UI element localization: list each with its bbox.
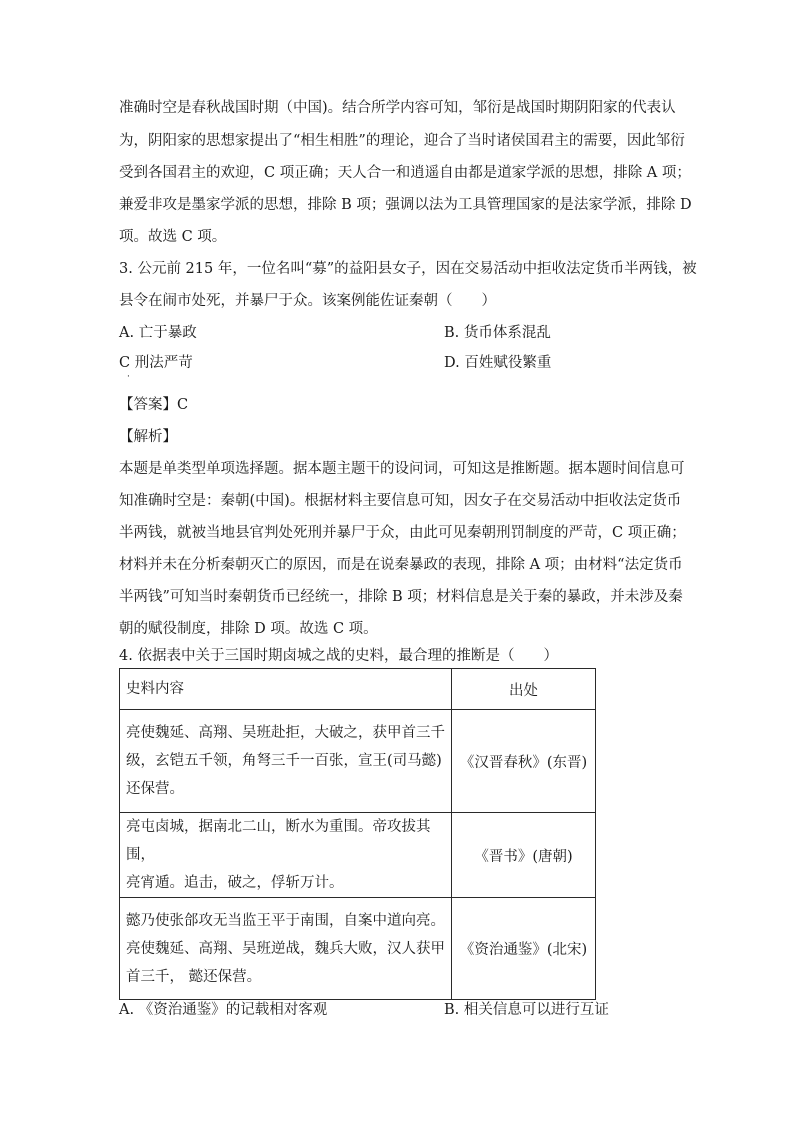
content-line: 亮屯卤城，据南北二山，断水为重围。帝攻拔其围，	[126, 819, 431, 863]
q3-analysis-line: 半两钱，就被当地县官判处死刑并暴尸于众，由此可见秦朝刑罚制度的严苛，C 项正确；	[119, 525, 686, 541]
q3-option-c: C 刑法严苛	[119, 355, 193, 371]
q3-analysis-line: 半两钱”可知当时秦朝货币已经统一，排除 B 项；材料信息是关于秦的暴政，并未涉及秦	[119, 589, 683, 605]
historical-sources-table	[119, 668, 596, 1000]
question-4-stem: 4. 依据表中关于三国时期卤城之战的史料，最合理的推断是（ ）	[119, 648, 558, 664]
stray-dot: ·	[127, 372, 130, 382]
q3-option-b: B. 货币体系混乱	[444, 325, 551, 341]
content-line: 首三千， 懿还保营。	[126, 968, 262, 985]
intro-line: 受到各国君主的欢迎，C 项正确；天人合一和逍遥自由都是道家学派的思想，排除 A 项；	[119, 165, 691, 181]
content-line: 亮使魏延、高翔、吴班逆战，魏兵大败，汉人获甲	[126, 940, 445, 957]
question-3-stem: 县令在闹市处死，并暴尸于众。该案例能佐证秦朝（ ）	[119, 293, 496, 309]
content-line: 亮宵遁。追击，破之，俘斩万计。	[126, 875, 344, 891]
intro-line: 准确时空是春秋战国时期（中国)。结合所学内容可知，邹衍是战国时期阴阳家的代表认	[119, 100, 676, 116]
table-row	[120, 813, 596, 898]
source-content-cell	[120, 898, 452, 1000]
intro-line: 兼爱非攻是墨家学派的思想，排除 B 项；强调以法为工具管理国家的是法家学派，排除 D	[119, 197, 692, 213]
q3-option-d: D. 百姓赋役繁重	[444, 355, 552, 371]
header-source: 出处	[452, 669, 596, 710]
table-row	[120, 710, 596, 813]
q3-analysis-line: 本题是单类型单项选择题。据本题主题干的设问词，可知这是推断题。据本题时间信息可	[119, 461, 685, 477]
q3-answer: 【答案】C	[119, 397, 189, 413]
source-origin-cell: 《资治通鉴》(北宋)	[452, 898, 596, 1000]
q4-option-b: B. 相关信息可以进行互证	[444, 1002, 609, 1018]
q3-analysis-line: 知准确时空是：秦朝(中国)。根据材料主要信息可知，因女子在交易活动中拒收法定货币	[119, 493, 682, 509]
question-3-stem: 3. 公元前 215 年，一位名叫“募”的益阳县女子，因在交易活动中拒收法定货币半两钱，被	[119, 261, 697, 277]
content-line: 懿乃使张郃攻无当监王平于南围，自案中道向亮。	[126, 912, 445, 929]
table-row	[120, 898, 596, 1000]
q3-analysis-label: 【解析】	[119, 429, 177, 445]
content-line: 级，玄铠五千领，角弩三千一百张，宣王(司马懿)	[126, 753, 442, 769]
intro-line: 为，阴阳家的思想家提出了“相生相胜”的理论，迎合了当时诸侯国君主的需要，因此邹衍	[119, 133, 685, 149]
source-origin-cell: 《晋书》(唐朝)	[452, 813, 596, 898]
source-origin-cell: 《汉晋春秋》(东晋)	[452, 710, 596, 813]
q3-analysis-line: 朝的赋役制度，排除 D 项。故选 C 项。	[119, 621, 378, 637]
intro-line: 项。故选 C 项。	[119, 229, 227, 245]
q3-option-a: A. 亡于暴政	[119, 325, 197, 341]
table-header-row	[120, 669, 596, 710]
content-line: 还保营。	[126, 781, 184, 797]
q3-analysis-line: 材料并未在分析秦朝灭亡的原因，而是在说秦暴政的表现，排除 A 项；由材料“法定货币	[119, 557, 683, 573]
q4-option-a: A. 《资治通鉴》的记载相对客观	[119, 1002, 328, 1018]
content-line: 亮使魏延、高翔、吴班赴拒，大破之，获甲首三千	[126, 725, 445, 741]
source-content-cell	[120, 813, 452, 898]
header-content: 史料内容	[120, 669, 452, 710]
source-content-cell	[120, 710, 452, 813]
